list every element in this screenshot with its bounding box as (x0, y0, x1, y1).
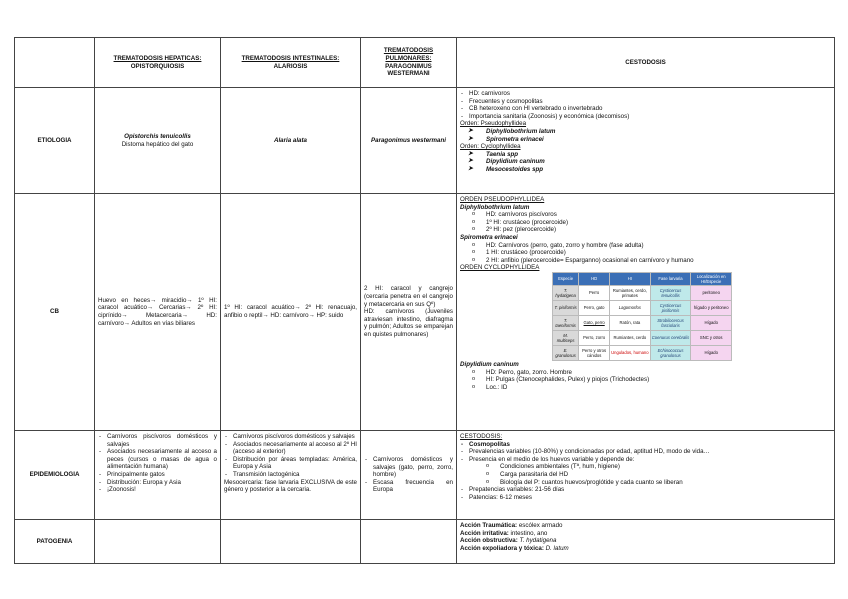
mini-row: T. taeniformis Gato, perro Ratón, rata Strobilocercus fasciolaris Hígado (553, 315, 732, 330)
header-hepaticas: TREMATODOSIS HEPATICAS: OPISTORQUIOSIS (95, 38, 221, 88)
etiologia-pulmonares: Paragonimus westermani (361, 88, 457, 194)
header-row (15, 38, 835, 88)
row-label-epidemiologia: EPIDEMIOLOGIA (15, 431, 95, 520)
epi-pulmonares: - Carnívoros domésticos y salvajes (gato, perro, zorro, hombre) - Escasa frecuencia en Europa (361, 431, 457, 520)
corner-cell (15, 38, 95, 88)
row-patogenia (15, 520, 835, 564)
cb-hepaticas: Huevo en heces→ miracidio→ 1º HI: caracol acuático→ Cercarias→ 2º HI: ciprínido→ Metacercaria→ HD: carnívoro→ Adultos en vías biliares (95, 194, 221, 431)
epi-hepaticas: - Carnívoros piscívoros domésticos y salvajes - Asociados necesariamente al acceso a peces (cursos o masas de agua o alimentación humana) - Principalmente gatos - Distribución: Europa y Asia - ¡Zoonosis! (95, 431, 221, 520)
row-etiologia (15, 88, 835, 194)
row-label-etiologia: ETIOLOGIA (15, 88, 95, 194)
row-label-patogenia: PATOGENIA (15, 520, 95, 564)
epi-cestodosis: CESTODOSIS: - Cosmopolitas - Prevalencias variables (10-80%) y condicionadas por edad, aptitud HD, modo de vida… - Presencia en el medio de los huevos variable y depende de: o Condiciones ambientales (Tª, hum, higiene) o Carga parasitaria del HD o Biología del P: cuantos huevos/proglótide y cada cuanto se liberan - Prepatencias variables: 21-56 días - Patencias: 6-12 meses (457, 431, 835, 520)
etiologia-intestinales: Alaria alata (221, 88, 361, 194)
patogenia-hepaticas (95, 520, 221, 564)
patogenia-cestodosis: Acción Traumática: escólex armado Acción irritativa: intestino, ano Acción obstructiva: T. hydatigena Acción expoliadora y tóxica: D. latum (457, 520, 835, 564)
epi-intestinales: - Carnívoros piscívoros domésticos y salvajes - Asociados necesariamente al acceso al 2º HI (acceso al exterior) - Distribución por áreas templadas: América, Europa y Asia - Transmisión lactogénica Mesocercaria: fase larvaria EXCLUSIVA de este género y posterior a la cercaria. (221, 431, 361, 520)
row-cb (15, 194, 835, 431)
header-pulmonares: TREMATODOSIS PULMONARES: PARAGONIMUS WESTERMANI (361, 38, 457, 88)
cyclophyllidea-table (552, 272, 732, 361)
etiologia-cestodosis: - HD: carnivoros - Frecuentes y cosmopolitas - CB heteroxeno con HI vertebrado o invertebrado - Importancia sanitaria (Zoonosis) y económica (decomisos) Orden: Pseudophyllidea ➤ Diphyllobothrium latum ➤ Spirometra erinacei Orden: Cyclophyllidea ➤ Taenia spp ➤ Dipylidium caninum ➤ Mesocestoides spp (457, 88, 835, 194)
patogenia-pulmonares (361, 520, 457, 564)
mini-row: T. pisiformis Perro, gato Lagomorfos Cysticercus pisiformis hígado y peritoneo (553, 300, 732, 315)
cb-pulmonares: 2 HI: caracol y cangrejo (cercaria penetra en el cangrejo y metacercaria en sus Qº) HD: carnívoros (Juveniles atraviesan intestino, diafragma y pulmón; Adultos se emparejan en quistes pulmonares) (361, 194, 457, 431)
cb-cestodosis: ORDEN PSEUDOPHYLLIDEA Diphyllobothrium latum o HD: carnívoros piscívoros o 1º HI: crustáceo (procercoide) o 2º HI: pez (plerocercoide) Spirometra erinacei o HD: Carnívoros (perro, gato, zorro y hombre (fase adulta) o 1 HI: crustáceo (procercoide) o 2 HI: anfibio (plerocercoide= Esparganno) ocasional en carnívoro y humano ORDEN CYCLOPHYLLIDEA Especie HD HI Fase larvaria Localización en HI/Especie T. hydatigena Perro Rumiantes, cerdo, primates Cysticercus tenuicollis peritoneo T. pisiformis Perro, gato Lagomorfos Cysticercus pisiformis hígado y peritoneo T. taeniformis Gato, perro Ratón, rata Strobilocercus fasciolaris Hígado M. multiceps Perro, zorro Rumiantes, cerdo Coenurus cerebralis SNC y otros E. granulosus Perro y otros cánidos Ungulados, humano Echinococcus granulosus Hígado Dipylidium caninum o HD: Perro, gato, zorro. Hombre o HI: Pulgas (Ctenocephalides, Pulex) y piojos (Trichodectes) o Loc.: ID (457, 194, 835, 431)
mini-row: E. granulosus Perro y otros cánidos Ungulados, humano Echinococcus granulosus Hígado (553, 345, 732, 360)
mini-row: T. hydatigena Perro Rumiantes, cerdo, primates Cysticercus tenuicollis peritoneo (553, 285, 732, 300)
etiologia-bullets: - HD: carnivoros - Frecuentes y cosmopolitas - CB heteroxeno con HI vertebrado o invertebrado - Importancia sanitaria (Zoonosis) y económica (decomisos) (460, 90, 831, 120)
cb-intestinales: 1º HI: caracol acuático→ 2º HI: renacuajo, anfibio o reptil→ HD: carnívoro→ HP: suido (221, 194, 361, 431)
row-label-cb: CB (15, 194, 95, 431)
header-intestinales: TREMATODOSIS INTESTINALES: ALARIOSIS (221, 38, 361, 88)
header-cestodosis: CESTODOSIS (457, 38, 835, 88)
mini-row: M. multiceps Perro, zorro Rumiantes, cerdo Coenurus cerebralis SNC y otros (553, 330, 732, 345)
patogenia-intestinales (221, 520, 361, 564)
etiologia-hepaticas: Opistorchis tenuicollis Distoma hepático del gato (95, 88, 221, 194)
parasitology-table (14, 37, 835, 564)
mini-header: Especie HD HI Fase larvaria Localización en HI/Especie (553, 272, 732, 285)
row-epidemiologia (15, 431, 835, 520)
